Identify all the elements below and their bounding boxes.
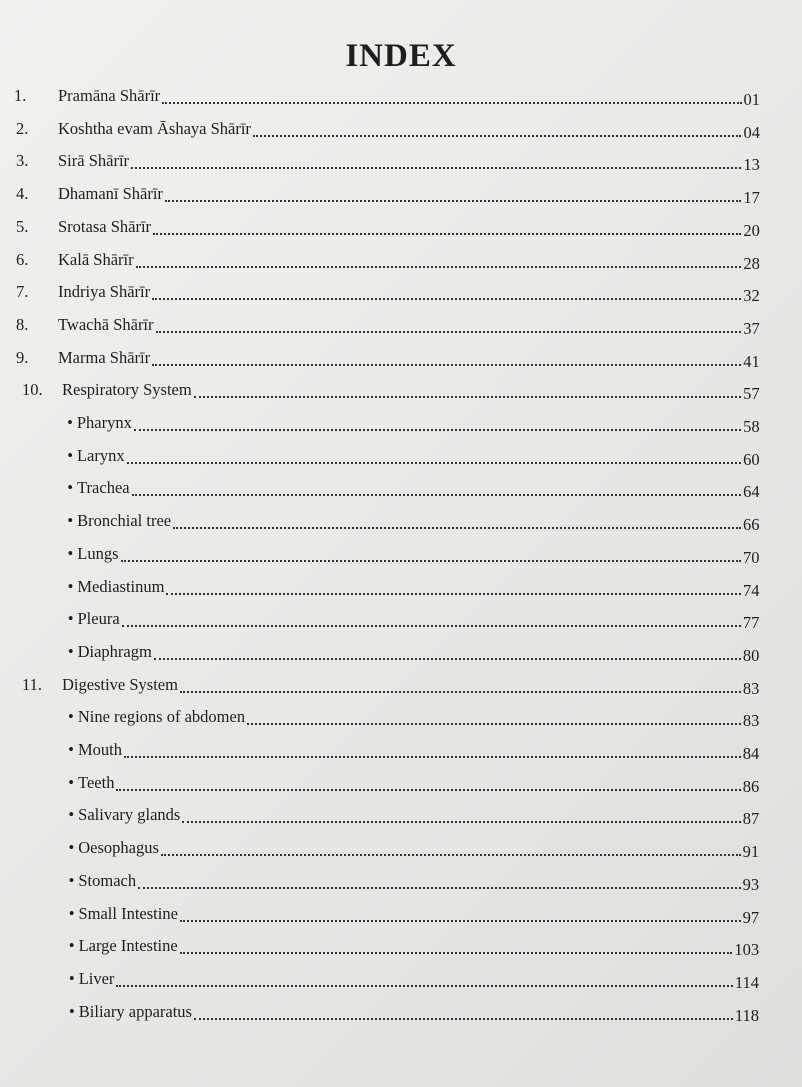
bullet-icon: • <box>68 772 75 792</box>
dot-leader <box>161 854 741 856</box>
entry-title: Respiratory System <box>62 380 192 400</box>
entry-title: Dhamanī Shārīr <box>58 184 163 204</box>
entry-title: Biliary apparatus <box>78 1001 192 1021</box>
dot-leader <box>165 200 741 202</box>
toc-entry <box>0 309 802 341</box>
entry-page-number: 04 <box>743 122 760 142</box>
toc-subentry <box>0 865 802 897</box>
dot-leader <box>121 560 741 562</box>
entry-title: Srotasa Shārīr <box>58 216 152 236</box>
entry-page-number: 83 <box>742 711 760 731</box>
dot-leader <box>153 233 741 235</box>
dot-leader <box>166 593 740 595</box>
dot-leader <box>182 821 740 823</box>
entry-title: Lungs <box>77 543 119 563</box>
entry-page-number: 93 <box>742 874 760 894</box>
entry-title: Koshtha evam Āshaya Shārīr <box>58 118 251 138</box>
dot-leader <box>180 952 733 954</box>
entry-page-number: 37 <box>743 318 760 338</box>
dot-leader <box>253 135 742 137</box>
toc-subentry <box>0 734 802 766</box>
entry-page-number: 84 <box>742 744 760 763</box>
page-title: INDEX <box>345 38 457 74</box>
toc-entry <box>0 178 802 210</box>
entry-number: 1. <box>14 86 27 105</box>
entry-label <box>58 151 129 171</box>
toc-subentry <box>0 407 802 439</box>
entry-page-number: 41 <box>743 351 760 371</box>
entry-label <box>69 871 137 891</box>
toc-entry <box>0 80 802 112</box>
bullet-icon: • <box>67 576 74 596</box>
entry-title: Twachā Shārīr <box>58 314 154 334</box>
toc-subentry <box>0 963 802 995</box>
entry-label <box>58 119 251 139</box>
toc-entry <box>0 244 802 276</box>
bullet-icon: • <box>68 903 75 923</box>
entry-page-number: 86 <box>742 776 760 796</box>
entry-title: Bronchial tree <box>77 511 172 531</box>
entry-page-number: 64 <box>743 482 760 502</box>
entry-label <box>62 675 178 695</box>
entry-label <box>69 969 115 989</box>
dot-leader <box>122 625 741 627</box>
toc-subentry <box>0 832 802 864</box>
toc-subentry <box>0 571 802 603</box>
toc-entry <box>0 374 802 406</box>
entry-label <box>67 478 129 498</box>
dot-leader <box>152 364 741 366</box>
toc-entry <box>0 145 802 177</box>
entry-label <box>67 511 171 531</box>
toc-subentry <box>0 603 802 635</box>
entry-page-number: 70 <box>742 547 760 567</box>
entry-label <box>58 348 150 368</box>
entry-title: Diaphragm <box>77 641 152 661</box>
dot-leader <box>152 298 741 300</box>
entry-label <box>58 250 134 270</box>
bullet-icon: • <box>67 445 73 465</box>
entry-title: Larynx <box>76 445 125 465</box>
bullet-icon: • <box>68 805 75 825</box>
dot-leader <box>180 691 741 693</box>
dot-leader <box>194 396 741 398</box>
entry-number: 11. <box>22 674 43 694</box>
entry-label <box>67 413 132 433</box>
entry-label <box>69 936 178 956</box>
entry-label <box>69 904 178 924</box>
bullet-icon: • <box>67 511 74 531</box>
bullet-icon: • <box>68 870 75 890</box>
toc-entry <box>0 342 802 374</box>
entry-page-number: 83 <box>742 678 760 698</box>
entry-page-number: 17 <box>743 188 760 208</box>
dot-leader <box>180 920 741 922</box>
entry-page-number: 66 <box>743 515 760 535</box>
toc-entry <box>0 669 802 701</box>
toc-subentry <box>0 767 802 799</box>
entry-title: Oesophagus <box>78 838 159 858</box>
toc-subentry <box>0 538 802 570</box>
entry-page-number: 13 <box>743 155 760 175</box>
toc-subentry <box>0 701 802 733</box>
entry-title: Trachea <box>77 478 130 498</box>
dot-leader <box>136 266 742 268</box>
toc-subentry <box>0 505 802 537</box>
entry-number: 10. <box>22 380 43 400</box>
dot-leader <box>154 658 741 660</box>
dot-leader <box>132 494 741 496</box>
toc-entry <box>0 276 802 308</box>
entry-label <box>69 1002 192 1022</box>
dot-leader <box>247 723 741 725</box>
entry-page-number: 20 <box>743 220 760 240</box>
entry-title: Kalā Shārīr <box>58 249 134 269</box>
entry-title: Liver <box>78 968 115 988</box>
entry-label <box>62 380 192 400</box>
bullet-icon: • <box>68 968 75 988</box>
entry-label <box>68 642 152 662</box>
entry-label <box>68 740 122 760</box>
dot-leader <box>194 1018 733 1020</box>
toc-subentry <box>0 472 802 504</box>
entry-number: 8. <box>16 314 29 334</box>
entry-label <box>68 805 180 825</box>
entry-page-number: 28 <box>743 253 760 273</box>
dot-leader <box>162 102 741 104</box>
entry-title: Small Intestine <box>78 903 178 923</box>
entry-number: 7. <box>16 282 29 302</box>
entry-title: Large Intestine <box>78 936 178 956</box>
entry-page-number: 32 <box>743 286 760 306</box>
entry-page-number: 60 <box>743 449 760 469</box>
bullet-icon: • <box>67 478 74 498</box>
entry-label <box>58 217 151 237</box>
entry-label <box>68 838 158 858</box>
entry-number: 9. <box>16 347 29 367</box>
dot-leader <box>116 789 740 791</box>
entry-page-number: 87 <box>742 809 760 829</box>
dot-leader <box>116 985 732 987</box>
bullet-icon: • <box>68 936 75 956</box>
entry-title: Digestive System <box>62 674 178 694</box>
dot-leader <box>127 462 741 464</box>
entry-number: 6. <box>16 249 29 269</box>
entry-label <box>58 282 150 302</box>
entry-title: Teeth <box>78 772 115 792</box>
dot-leader <box>131 167 741 169</box>
entry-title: Pharynx <box>76 413 132 432</box>
entry-title: Salivary glands <box>78 805 181 825</box>
entry-title: Pramāna Shārīr <box>58 86 161 105</box>
entry-label <box>58 315 154 335</box>
entry-page-number: 91 <box>742 842 760 862</box>
entry-page-number: 77 <box>742 613 760 633</box>
toc-subentry <box>0 930 802 962</box>
toc-subentry <box>0 636 802 668</box>
entry-title: Nine regions of abdomen <box>77 707 246 727</box>
entry-number: 3. <box>16 151 29 171</box>
entry-label <box>68 577 165 597</box>
entry-page-number: 01 <box>743 90 760 109</box>
bullet-icon: • <box>68 740 74 759</box>
entry-number: 4. <box>16 184 29 204</box>
entry-title: Mouth <box>77 740 122 759</box>
toc-subentry <box>0 799 802 831</box>
entry-number: 2. <box>16 118 29 138</box>
toc-subentry <box>0 440 802 472</box>
entry-number: 5. <box>16 216 29 236</box>
entry-page-number: 57 <box>743 384 760 404</box>
entry-title: Sirā Shārīr <box>58 151 130 171</box>
dot-leader <box>134 429 741 431</box>
bullet-icon: • <box>68 838 75 858</box>
bullet-icon: • <box>67 413 73 432</box>
dot-leader <box>173 527 741 529</box>
bullet-icon: • <box>67 609 74 629</box>
toc-subentry <box>0 898 802 930</box>
bullet-icon: • <box>67 641 74 661</box>
entry-title: Indriya Shārīr <box>58 282 151 302</box>
entry-label <box>68 773 114 793</box>
bullet-icon: • <box>69 1001 75 1021</box>
dot-leader <box>124 756 741 758</box>
dot-leader <box>156 331 742 333</box>
toc-subentry <box>0 996 802 1028</box>
dot-leader <box>138 887 741 889</box>
entry-page-number: 97 <box>742 907 760 927</box>
toc-entry <box>0 113 802 145</box>
bullet-icon: • <box>68 707 74 727</box>
entry-page-number: 114 <box>734 972 760 992</box>
entry-label <box>68 544 119 564</box>
entry-label <box>58 86 160 106</box>
entry-label <box>68 707 245 727</box>
toc-entry <box>0 211 802 243</box>
entry-page-number: 80 <box>742 645 760 665</box>
bullet-icon: • <box>67 543 74 563</box>
entry-page-number: 74 <box>742 580 760 600</box>
entry-page-number: 118 <box>734 1005 759 1025</box>
entry-label <box>67 446 124 466</box>
entry-label <box>58 184 163 204</box>
entry-title: Pleura <box>77 609 120 629</box>
entry-title: Marma Shārīr <box>58 347 151 367</box>
entry-label <box>68 609 120 629</box>
entry-title: Mediastinum <box>77 576 165 596</box>
entry-title: Stomach <box>78 870 137 890</box>
entry-page-number: 103 <box>734 940 760 960</box>
entry-page-number: 58 <box>743 417 760 436</box>
